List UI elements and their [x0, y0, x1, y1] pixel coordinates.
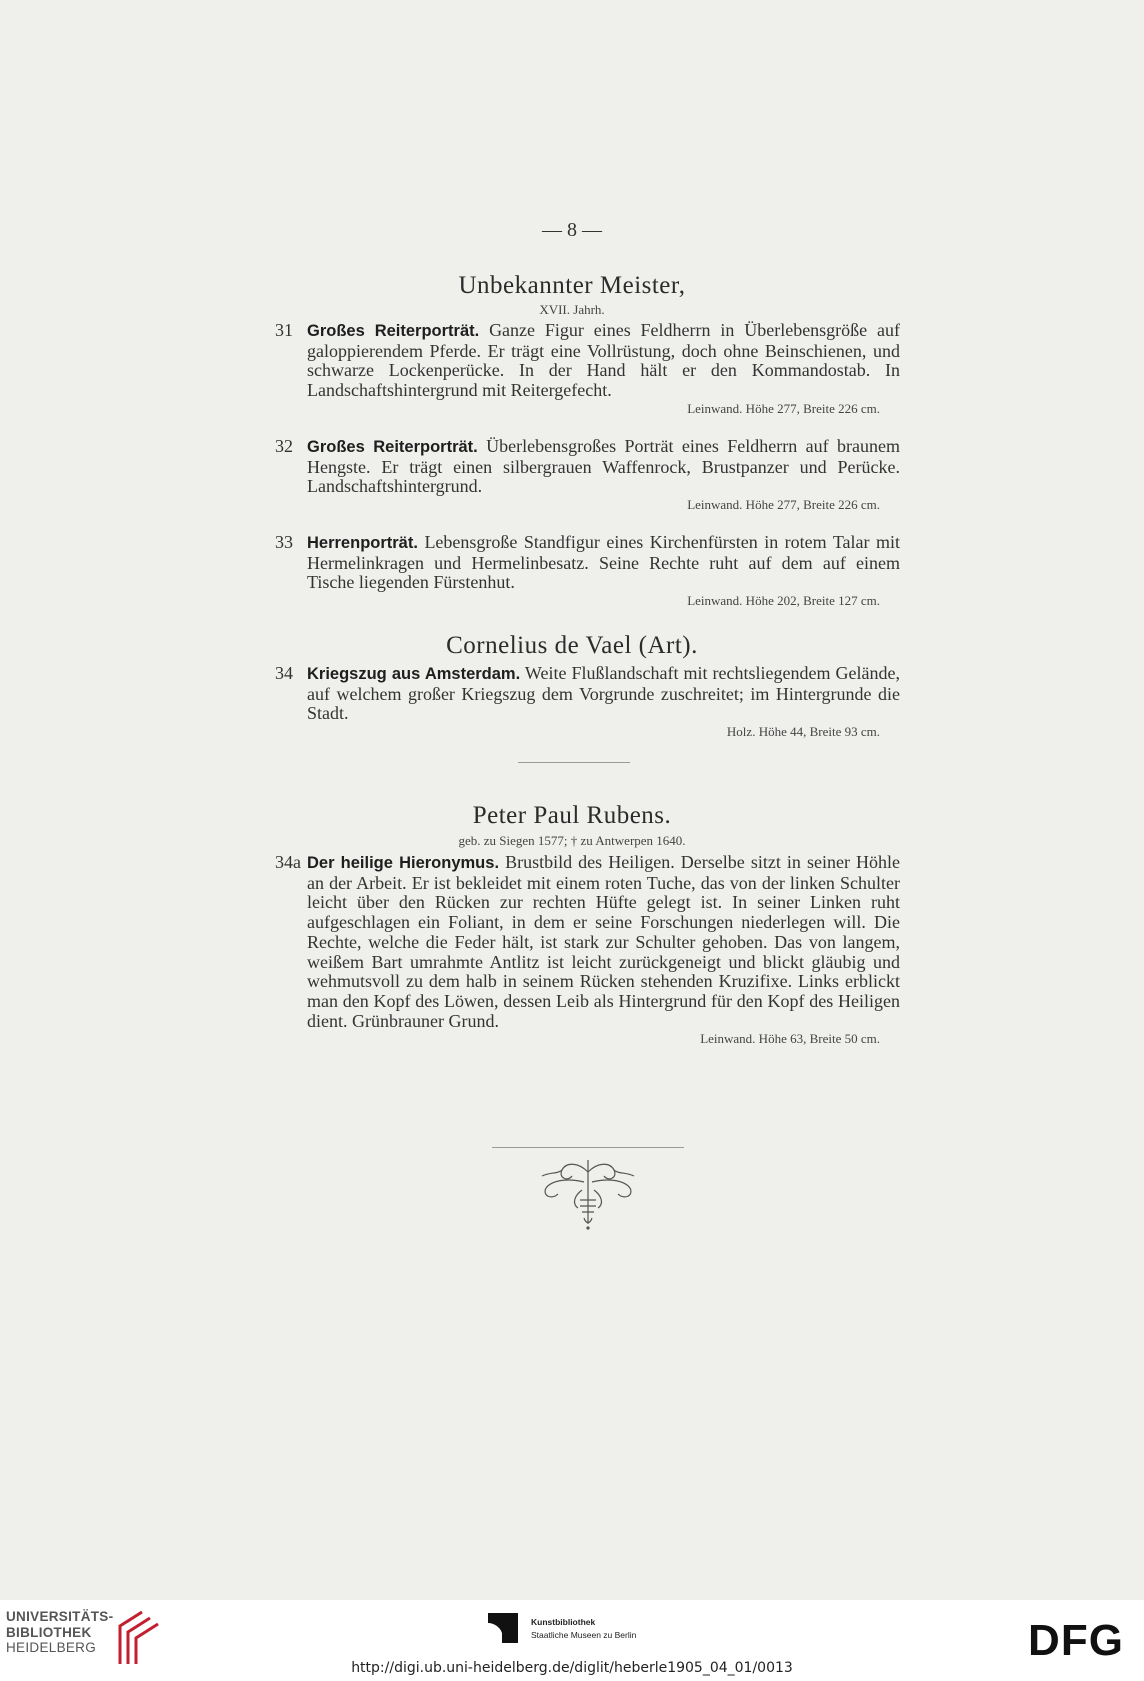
end-rule [492, 1147, 684, 1148]
entry-title: Herrenporträt. [307, 534, 418, 552]
section-heading: Peter Paul Rubens. [472, 802, 672, 829]
entry-meta: Leinwand. Höhe 63, Breite 50 cm. [700, 1031, 880, 1047]
entry-title: Großes Reiterporträt. [307, 438, 478, 456]
entry-title: Großes Reiterporträt. [307, 322, 480, 340]
entry-title: Kriegszug aus Amsterdam. [307, 665, 521, 683]
entry-meta: Leinwand. Höhe 202, Breite 127 cm. [687, 593, 880, 609]
entry-text: Brustbild des Heiligen. Derselbe sitzt in seiner Höhle an der Arbeit. Er ist bekleidet mit einem roten Tuche, das von der linken Schulter leicht über den Rücken zur rechten Hüfte gelegt ist. In seiner Linken ruht aufgeschlagen ein Foliant, in dem er seine Forschungen niederlegen will. Die Rechte, welche die Feder hält, ist stark zur Schulter gehoben. Das von langem, weißem Bart umrahmte Antlitz ist leicht zurückgeneigt und blickt gläubig und wehmutsvoll zu dem halb in seinem Rücken stehenden Kruzifixe. Links erblickt man den Kopf des Löwen, dessen Leib als Hintergrund für den Kopf des Heiligen dient. Grünbrauner Grund. [307, 852, 901, 1031]
entry-text: Überlebensgroßes Porträt eines Feldherrn auf braunem Hengste. Er trägt einen silbergrauen Waffenrock, Brustpanzer und Perücke. Landschaftshintergrund. [307, 436, 901, 497]
entry-meta: Leinwand. Höhe 277, Breite 226 cm. [687, 400, 880, 416]
entry-text: Lebensgroße Standfigur eines Kirchenfürsten in rotem Talar mit Hermelinkragen und Hermelinbesatz. Seine Rechte ruht auf dem auf einem Tische liegenden Fürstenhut. [307, 532, 901, 593]
entry-text: Ganze Figur eines Feldherrn in Überlebensgröße auf galoppierendem Pferde. Er trägt eine Vollrüstung, doch ohne Beinschienen, und schwarze Lockenperücke. In der Hand hält er den Kommandostab. In Landschaftshintergrund mit Reitergefecht. [307, 320, 900, 401]
page-number: — 8 — [542, 219, 602, 241]
section-divider [518, 762, 630, 763]
dfg-logo-icon[interactable] [1017, 1617, 1135, 1661]
ornament-icon [538, 1152, 638, 1232]
catalog-entry [275, 321, 900, 417]
section-subheading: geb. zu Siegen 1577; † zu Antwerpen 1640. [458, 833, 686, 848]
kunstbibliothek-text: Kunstbibliothek Staatliche Museen zu Berlin [531, 1617, 637, 1640]
ub-emblem-icon [112, 1608, 160, 1666]
entry-title: Der heilige Hieronymus. [307, 854, 500, 872]
entry-number: 32 [275, 436, 293, 456]
section-heading: Unbekannter Meister, [458, 272, 686, 299]
catalog-entry [275, 664, 900, 740]
section-subheading: XVII. Jahrh. [539, 302, 605, 317]
ub-heidelberg-logo[interactable]: UNIVERSITÄTS- BIBLIOTHEK HEIDELBERG [6, 1609, 114, 1655]
catalog-entry [275, 853, 900, 1047]
catalog-entry [275, 437, 900, 513]
entry-number: 34a [275, 852, 301, 872]
entry-meta: Holz. Höhe 44, Breite 93 cm. [726, 724, 880, 740]
entry-number: 33 [275, 532, 293, 552]
source-url[interactable]: http://digi.ub.uni-heidelberg.de/diglit/heberle1905_04_01/0013 [351, 1660, 793, 1676]
section-heading: Cornelius de Vael (Art). [446, 632, 698, 659]
entry-number: 34 [275, 663, 293, 683]
dfg-text: DFG [1028, 1617, 1124, 1661]
entry-meta: Leinwand. Höhe 277, Breite 226 cm. [687, 497, 880, 513]
entry-text: Weite Flußlandschaft mit rechtsliegendem Gelände, auf welchem großer Kriegszug dem Vorgrunde zuschreitet; im Hintergrunde die Stadt. [307, 663, 900, 724]
entry-number: 31 [275, 320, 293, 340]
catalog-entry [275, 533, 900, 609]
kunstbibliothek-logo-icon[interactable] [488, 1613, 518, 1643]
